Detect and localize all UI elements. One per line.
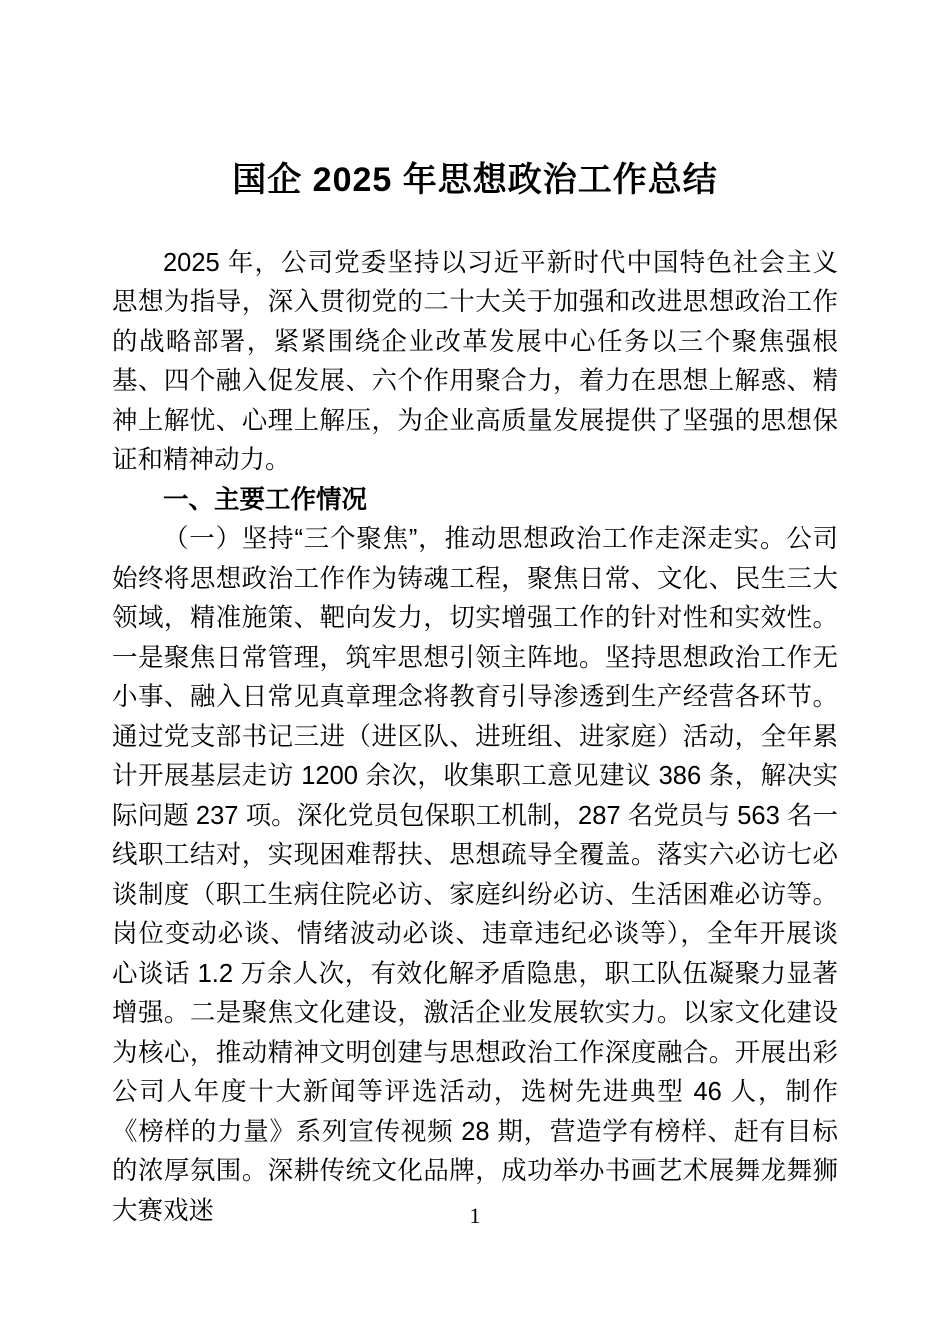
page-title: 国企 2025 年思想政治工作总结 [232,161,718,199]
document-body [112,244,838,1232]
section-heading-1: 一、主要工作情况 [163,485,368,514]
page-number: 1 [469,1203,481,1228]
paragraph-subsection-1: （一）坚持“三个聚焦”，推动思想政治工作走深走实。公司始终将思想政治工作作为铸魂工程，聚焦日常、文化、民生三大领域，精准施策、靶向发力，切实增强工作的针对性和实效性。一是聚焦日常管理，筑牢思想引领主阵地。坚持思想政治工作无小事、融入日常见真章理念将教育引导渗透到生产经营各环节。通过党支部书记三进（进区队、进班组、进家庭）活动，全年累计开展基层走访 1200 余次，收集职工意见建议 386 条，解决实际问题 237 项。深化党员包保职工机制，287 名党员与 563 名一线职工结对，实现困难帮扶、思想疏导全覆盖。落实六必访七必谈制度（职工生病住院必访、家庭纠纷必访、生活困难必访等。岗位变动必谈、情绪波动必谈、违章违纪必谈等），全年开展谈心谈话 1.2 万余人次，有效化解矛盾隐患，职工队伍凝聚力显著增强。二是聚焦文化建设，激活企业发展软实力。以家文化建设为核心，推动精神文明创建与思想政治工作深度融合。开展出彩公司人年度十大新闻等评选活动，选树先进典型 46 人，制作《榜样的力量》系列宣传视频 28 期，营造学有榜样、赶有目标的浓厚氛围。深耕传统文化品牌，成功举办书画艺术展舞龙舞狮大赛戏迷 [112,525,838,1225]
paragraph-intro: 2025 年，公司党委坚持以习近平新时代中国特色社会主义思想为指导，深入贯彻党的二十大关于加强和改进思想政治工作的战略部署，紧紧围绕企业改革发展中心任务以三个聚焦强根基、四个融入促发展、六个作用聚合力，着力在思想上解惑、精神上解忧、心理上解压，为企业高质量发展提供了坚强的思想保证和精神动力。 [112,248,838,475]
